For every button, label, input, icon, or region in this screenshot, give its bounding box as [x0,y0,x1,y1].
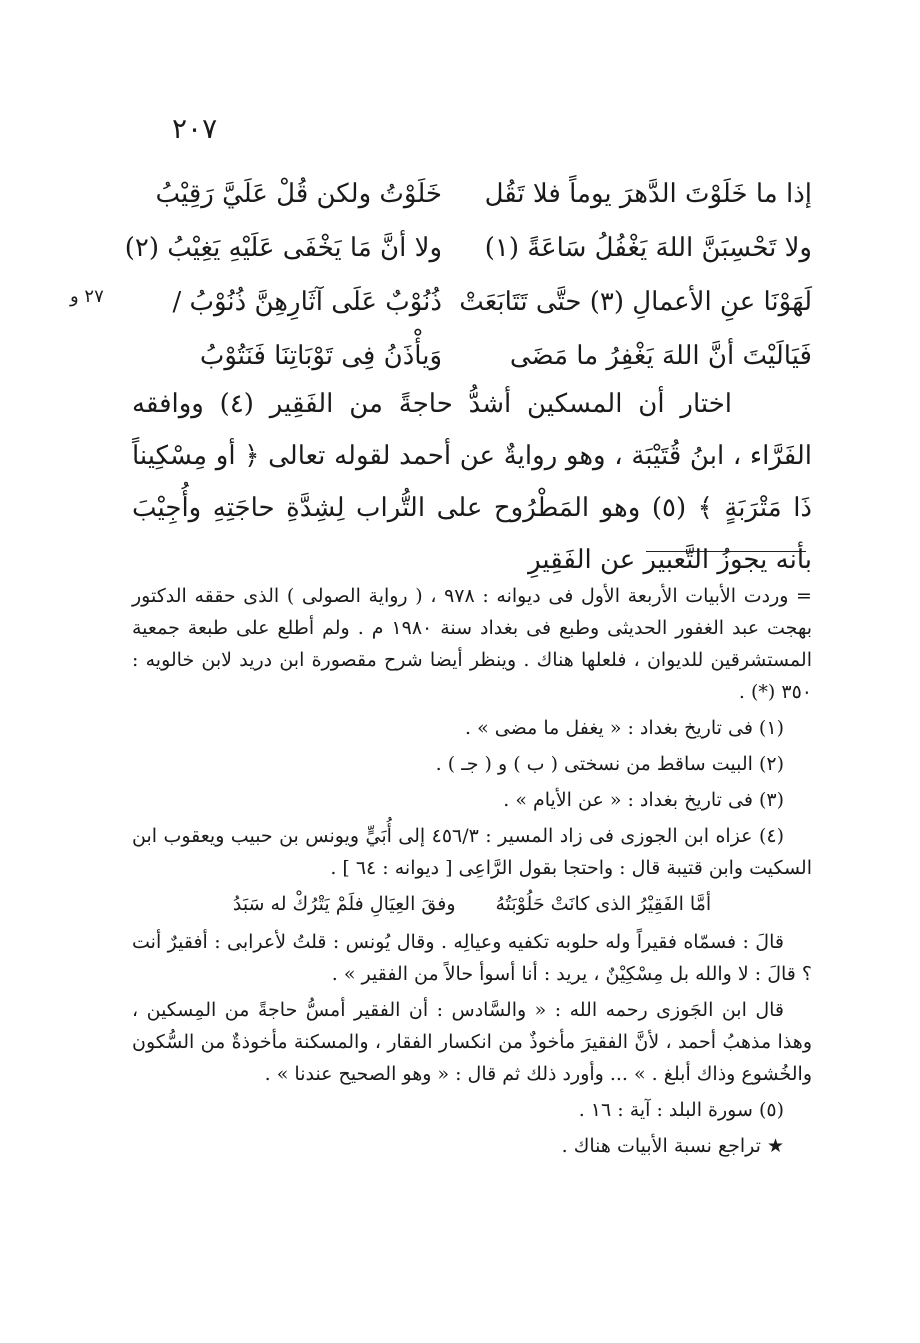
footnote-1: (١) فى تاريخ بغداد : « يغفل ما مضى » . [465,717,784,739]
footnotes [132,580,812,1166]
footnote-2: (٢) البيت ساقط من نسختى ( ب ) و ( جـ ) . [435,753,784,775]
footnote-4-verse [132,888,812,920]
footnote-verse-first: أمَّا الفَقِيْرُ الذى كانَتْ حَلُوْبَتُهُ [495,893,712,915]
verse-first-hemistich: فَيَالَيْتَ أنَّ اللهَ يَغْفِرُ ما مَضَى [509,341,812,372]
footnote-divider [646,551,806,552]
footnote-verse-second: وفقَ العِيَالِ فلَمْ يَتْرُكْ له سَبَدُ [232,893,456,915]
poem-verse [132,276,812,330]
body-paragraph: اختار أن المسكين أشدُّ حاجةً من الفَقِير (٤) ووافقه الفَرَّاء ، ابنُ قُتَيْبَة ، وهو روايةٌ عن أحمد لقوله تعالى ﴿ أو مِسْكِيناً ذَا مَتْرَبَةٍ ﴾ (٥) وهو المَطْرُوح على التُّراب لِشِدَّةِ حاجَتِهِ وأُجِيْبَ بأنه يجوزُ التَّعبير عن الفَقِيرِ [132,389,812,575]
poem-verse [132,168,812,222]
verse-first-hemistich: لَهَوْنَا عنِ الأعمالِ (٣) حتَّى تَتَابَعَتْ [459,287,812,318]
verse-second-hemistich: وَيأْذَنُ فِى تَوْبَاتِنَا فَنَتُوْبُ [199,341,442,372]
poem-verse [132,330,812,384]
verse-second-hemistich: خَلَوْتُ ولكن قُلْ عَلَيَّ رَقِيْبُ [155,179,442,210]
verse-first-hemistich: إذا ما خَلَوْتَ الدَّهرَ يوماً فلا تَقُل [484,179,812,210]
poem-verse [124,222,812,276]
footnote-star: ★ تراجع نسبة الأبيات هناك . [561,1135,784,1157]
footnote-4-paragraph: قال ابن الجَوزى رحمه الله : « والسَّادس : أن الفقير أمسُّ حاجةً من المِسكين ، وهذا مذهبُ أحمد ، لأنَّ الفقيرَ مأخوذٌ من انكسار الفقار ، والمسكنة مأخوذةٌ من السُّكون والخُشوع وذاك أبلغ . » ... وأورد ذلك ثم قال : « وهو الصحيح عندنا » . [132,999,812,1085]
footnote-3: (٣) فى تاريخ بغداد : « عن الأيام » . [503,789,784,811]
margin-note: ٢٧ و [70,286,104,307]
verse-second-hemistich: ذُنُوْبٌ عَلَى آثَارِهِنَّ ذُنُوْبُ / [172,287,442,318]
verse-first-hemistich: ولا تَحْسِبَنَّ اللهَ يَغْفُلُ سَاعَةً (١) [484,233,812,264]
footnote-4: (٤) عزاه ابن الجوزى فى زاد المسير : ٤٥٦/٣ إلى أُبَيٍّ ويونس بن حبيب ويعقوب ابن السكيت وابن قتيبة قال : واحتجا بقول الرَّاعِى [ ديوانه : ٦٤ ] . [132,825,812,879]
footnote-5: (٥) سورة البلد : آية : ١٦ . [578,1099,784,1121]
footnote-continuation: = وردت الأبيات الأربعة الأول فى ديوانه : ٩٧٨ ، ( رواية الصولى ) الذى حققه الدكتور بهجت عبد الغفور الحديثى وطبع فى بغداد سنة ١٩٨٠ م . ولم أطلع على طبعة جمعية المستشرقين للديوان ، فلعلها هناك . وينظر أيضا شرح مقصورة ابن دريد لابن خالويه : ٣٥٠ (*) . [132,585,812,703]
poem [124,168,812,384]
page-number: ٢٠٧ [172,112,218,145]
footnote-4-paragraph: قالَ : فسمّاه فقيراً وله حلوبه تكفيه وعيالِه . وقال يُونس : قلتُ لأعرابى : أفقيرٌ أنت ؟ قالَ : لا والله بل مِسْكِيْنٌ ، يريد : أنا أسوأ حالاً من الفقير » . [132,931,812,985]
verse-second-hemistich: ولا أنَّ مَا يَخْفَى عَلَيْهِ يَغِيْبُ (٢) [124,233,442,264]
